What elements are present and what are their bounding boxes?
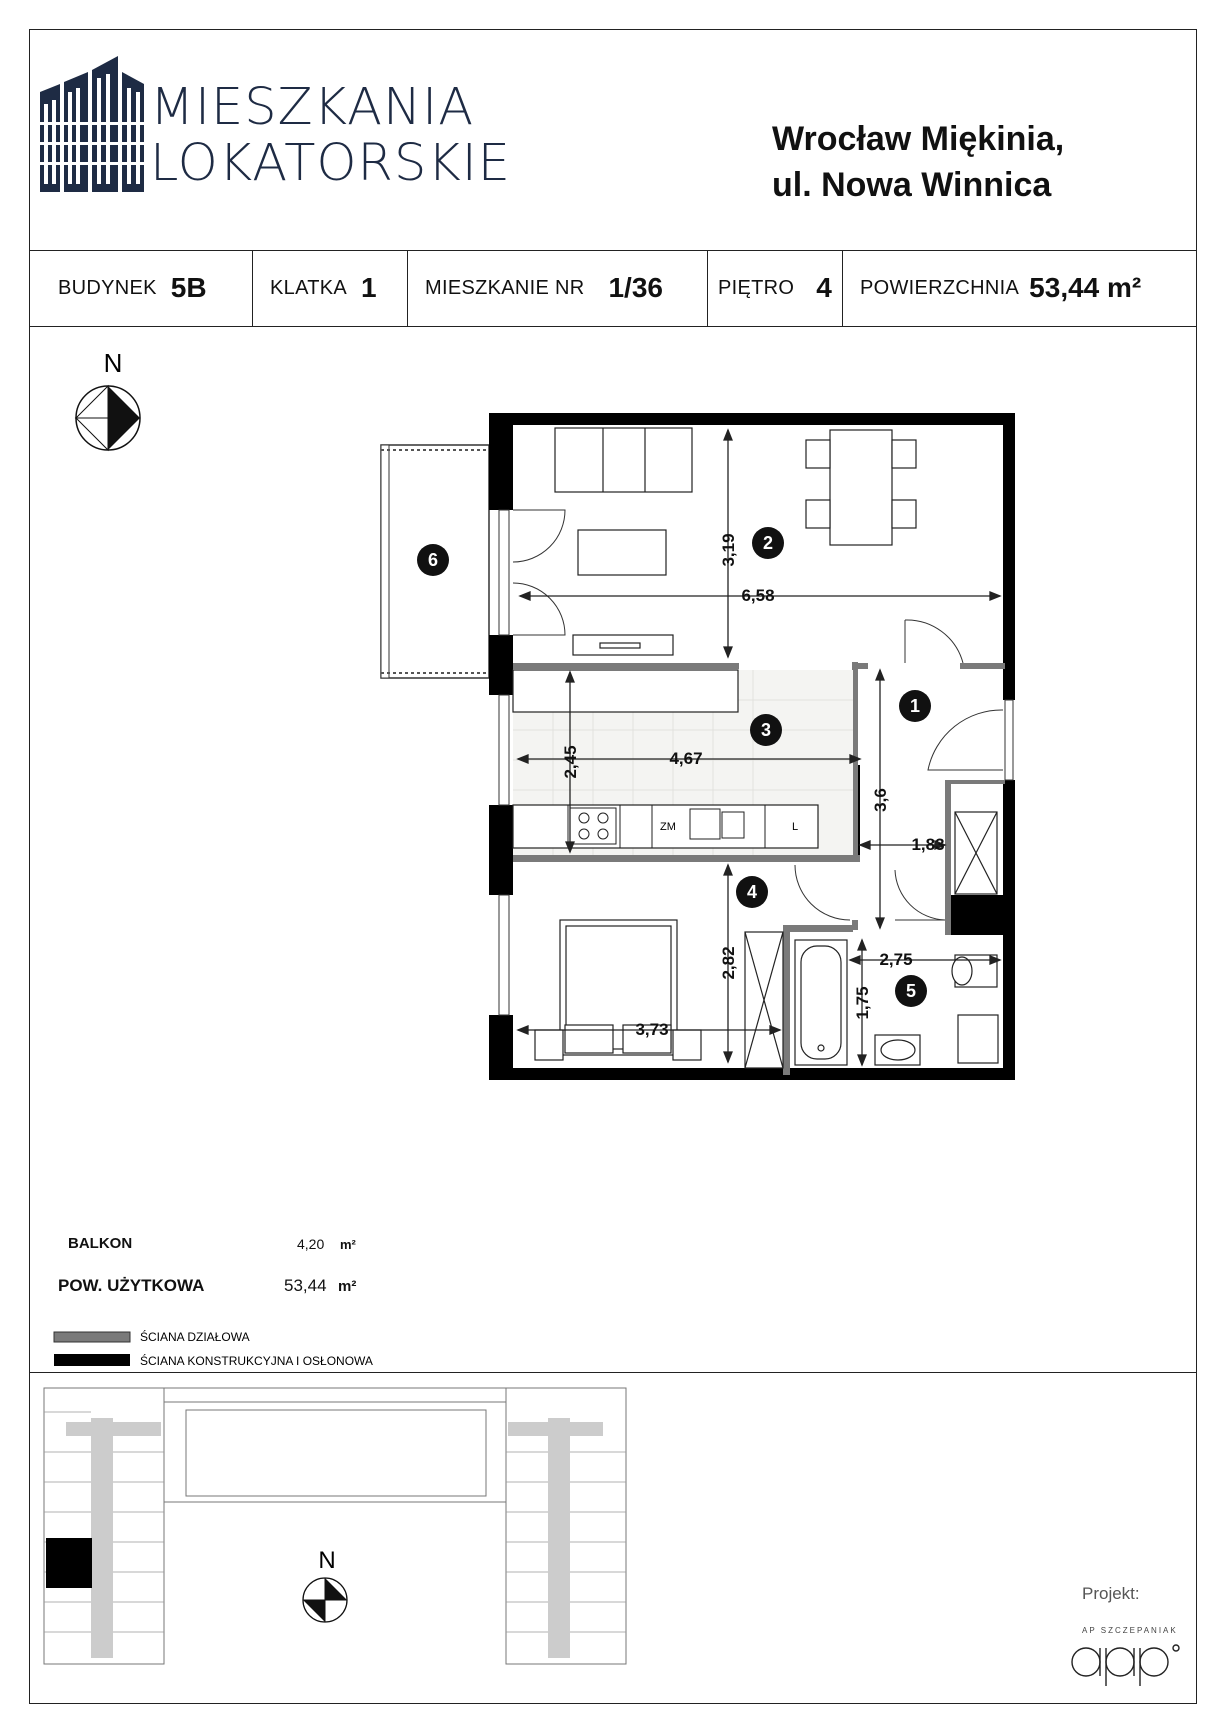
bedroom-furniture	[535, 920, 783, 1068]
room-6-number: 6	[427, 550, 439, 570]
sitemap-compass-icon	[303, 1578, 347, 1622]
legend-partition-swatch	[54, 1332, 130, 1342]
legend-partition-label: ŚCIANA DZIAŁOWA	[140, 1330, 250, 1344]
address-line-1: Wrocław Miękinia,	[772, 120, 1065, 158]
balkon-unit: m²	[340, 1237, 356, 1252]
pietro-value: 4	[816, 272, 832, 303]
apartment-location-marker	[46, 1538, 92, 1588]
sitemap-north-label: N	[318, 1547, 336, 1574]
balkon-value: 4,20	[297, 1236, 325, 1252]
room-4-number: 4	[746, 882, 758, 902]
dim-6-58: 6,58	[741, 586, 775, 605]
dim-1-75: 1,75	[853, 986, 872, 1020]
klatka-value: 1	[361, 272, 377, 303]
dim-2-82: 2,82	[719, 946, 738, 980]
klatka-label: KLATKA	[270, 276, 348, 299]
compass-label: N	[103, 348, 123, 378]
address-line-2: ul. Nowa Winnica	[772, 166, 1052, 204]
room-3-number: 3	[760, 720, 772, 740]
dim-2-75: 2,75	[879, 950, 913, 969]
dim-3-19: 3,19	[719, 533, 738, 567]
site-key-plan	[36, 1382, 656, 1678]
budynek-value: 5B	[170, 272, 207, 303]
powierzchnia-value: 53,44 m²	[1029, 272, 1142, 303]
dim-1-83: 1,83	[911, 835, 945, 854]
pow-uzytkowa-value: 53,44	[284, 1276, 327, 1295]
sitemap-divider	[29, 1372, 1197, 1373]
pietro-label: PIĘTRO	[718, 276, 795, 299]
dim-3-73: 3,73	[635, 1020, 669, 1039]
studio-logo-icon	[1068, 1640, 1188, 1690]
dim-3-6: 3,6	[871, 788, 890, 812]
dim-4-67: 4,67	[669, 749, 703, 768]
compass-icon	[76, 386, 140, 450]
room-2-number: 2	[762, 533, 774, 553]
studio-name: AP SZCZEPANIAK	[1082, 1626, 1178, 1635]
budynek-label: BUDYNEK	[58, 276, 157, 299]
pow-uzytkowa-unit: m²	[338, 1278, 357, 1295]
projekt-label: Projekt:	[1082, 1584, 1140, 1603]
legend-structural-label: ŚCIANA KONSTRUKCYJNA I OSŁONOWA	[140, 1354, 373, 1368]
mieszkanie-label: MIESZKANIE NR	[425, 276, 585, 299]
room-5-number: 5	[905, 981, 917, 1001]
brand-line-1: MIESZKANIA	[150, 78, 475, 137]
mieszkanie-value: 1/36	[608, 272, 663, 303]
brand-line-2: LOKATORSKIE	[150, 134, 512, 193]
powierzchnia-label: POWIERZCHNIA	[860, 276, 1020, 299]
appliance-l: L	[791, 821, 799, 833]
pow-uzytkowa-label: POW. UŻYTKOWA	[58, 1276, 205, 1295]
hall-wardrobe	[955, 812, 997, 894]
balkon-label: BALKON	[68, 1235, 133, 1252]
appliance-zm: ZM	[660, 821, 676, 833]
dim-2-45: 2,45	[561, 745, 580, 779]
room-1-number: 1	[909, 696, 921, 716]
legend-structural-swatch	[54, 1354, 130, 1366]
